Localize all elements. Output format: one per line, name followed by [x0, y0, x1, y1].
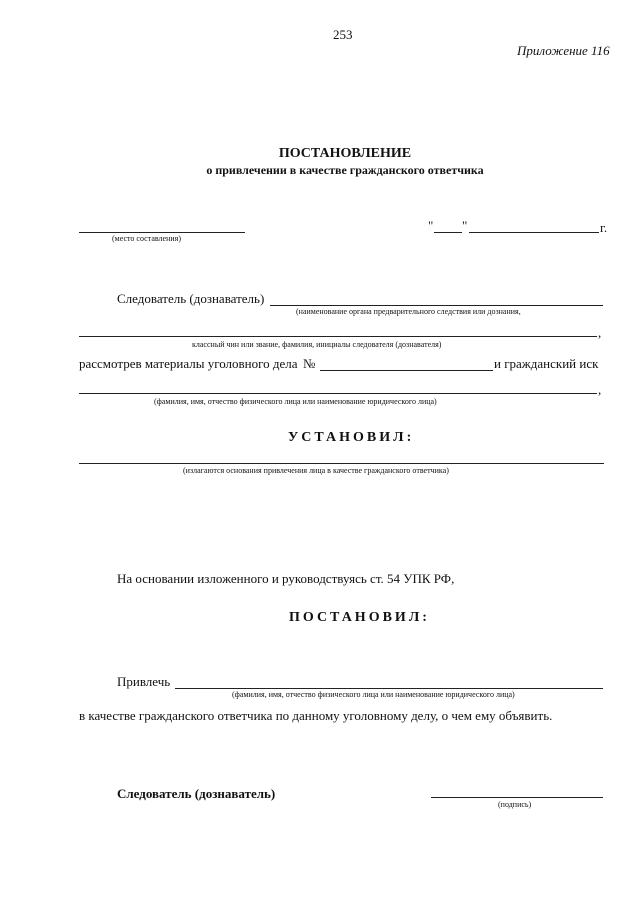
signature-label: Следователь (дознаватель): [117, 786, 276, 801]
basis-text: На основании изложенного и руководствуясь ст. 54 УПК РФ,: [117, 571, 455, 586]
involve-label: Привлечь: [117, 674, 171, 689]
signature-field[interactable]: [431, 797, 603, 798]
person-caption: (фамилия, имя, отчество физического лица или наименование юридического лица): [154, 397, 437, 406]
appendix-label: Приложение 116: [517, 43, 610, 58]
date-day-field[interactable]: [434, 232, 462, 233]
org-caption: (наименование органа предварительного следствия или дознания,: [296, 307, 521, 316]
investigator-rank-field[interactable]: [79, 336, 597, 337]
document-title: ПОСТАНОВЛЕНИЕ: [278, 146, 412, 161]
date-quote-close: ": [462, 218, 468, 233]
place-caption: (место составления): [112, 234, 181, 243]
case-number-field[interactable]: [320, 370, 493, 371]
claimant-line-comma: ,: [598, 382, 602, 397]
place-field[interactable]: [79, 232, 245, 233]
year-suffix: г.: [600, 220, 608, 235]
case-label: рассмотрев материалы уголовного дела: [79, 356, 298, 371]
rank-caption: классный чин или звание, фамилия, инициалы следователя (дознавателя): [192, 340, 442, 349]
date-quote-open: ": [428, 218, 434, 233]
page-number: 253: [333, 27, 353, 42]
date-month-year-field[interactable]: [469, 232, 599, 233]
grounds-field[interactable]: [79, 463, 604, 464]
investigator-label: Следователь (дознаватель): [117, 291, 265, 306]
signature-caption: (подпись): [498, 800, 532, 809]
defendant-caption: (фамилия, имя, отчество физического лица или наименование юридического лица): [232, 690, 515, 699]
document-subtitle: о привлечении в качестве гражданского ответчика: [206, 163, 484, 177]
involve-text: в качестве гражданского ответчика по данному уголовному делу, о чем ему объявить.: [79, 708, 553, 723]
claimant-field[interactable]: [79, 393, 597, 394]
defendant-field[interactable]: [175, 688, 603, 689]
established-heading: УСТАНОВИЛ:: [288, 430, 415, 445]
decided-heading: ПОСТАНОВИЛ:: [289, 610, 430, 625]
number-sign: №: [303, 356, 316, 371]
rank-line-comma: ,: [598, 325, 602, 340]
grounds-caption: (излагаются основания привлечения лица в качестве гражданского ответчика): [183, 466, 449, 475]
investigator-org-field[interactable]: [270, 305, 603, 306]
civil-claim-label: и гражданский иск: [494, 356, 599, 371]
